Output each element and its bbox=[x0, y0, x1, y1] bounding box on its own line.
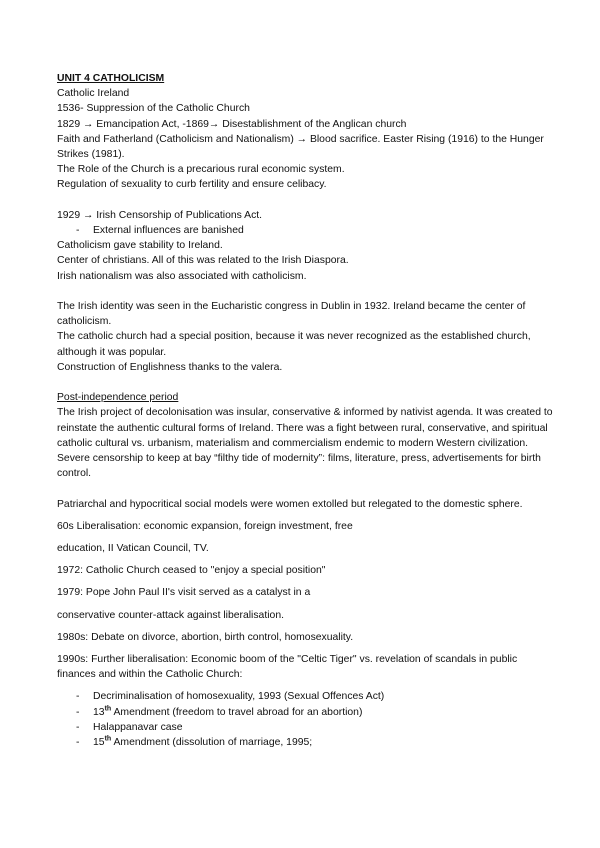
list-item bbox=[57, 705, 557, 720]
page-title: UNIT 4 CATHOLICISM bbox=[57, 73, 165, 84]
list-item-text: Halappanavar case bbox=[93, 721, 183, 733]
list-item bbox=[57, 735, 557, 750]
paragraph-line: 1829 → Emancipation Act, -1869→ Disestablishment of the Anglican church bbox=[57, 118, 407, 130]
list-item-text: Decriminalisation of homosexuality, 1993 (Sexual Offences Act) bbox=[93, 691, 385, 703]
paragraph-line: Catholicism gave stability to Ireland. bbox=[57, 240, 223, 252]
paragraph-line: education, II Vatican Council, TV. bbox=[57, 543, 209, 555]
list-item bbox=[57, 689, 557, 704]
paragraph-line: The catholic church had a special position, because it was never recognized as the established church, although it was popular. bbox=[57, 331, 531, 358]
bullet-dash: - bbox=[76, 225, 80, 237]
paragraph-line: 1929 → Irish Censorship of Publications Act. bbox=[57, 209, 263, 221]
paragraph-line: 60s Liberalisation: economic expansion, foreign investment, free bbox=[57, 520, 353, 532]
ordinal-suffix: th bbox=[104, 735, 112, 743]
paragraph-line: The Irish identity was seen in the Eucharistic congress in Dublin in 1932. Ireland became the center of catholicism. bbox=[57, 301, 526, 328]
list-item bbox=[57, 720, 557, 735]
paragraph-line: Center of christians. All of this was related to the Irish Diaspora. bbox=[57, 255, 349, 267]
paragraph-line: Irish nationalism was also associated with catholicism. bbox=[57, 270, 307, 282]
bullet-dash: - bbox=[76, 691, 80, 703]
paragraph-line: Catholic Ireland bbox=[57, 88, 130, 100]
list-item bbox=[57, 223, 557, 238]
section-heading: Post-independence period bbox=[57, 392, 179, 404]
list-item-number: 13 bbox=[93, 706, 105, 718]
paragraph-line: The Irish project of decolonisation was insular, conservative & informed by nativist agenda. It was created to reinstate the authentic cultural forms of Ireland. There was a fight between rural, conservative, and spiritual catholic cultural vs. urbanism, materialism and commercialism endemic to modern Western civilization. bbox=[57, 407, 553, 449]
list-item-text: Amendment (freedom to travel abroad for an abortion) bbox=[111, 706, 363, 718]
document-body bbox=[57, 71, 557, 750]
bullet-dash: - bbox=[76, 721, 80, 733]
paragraph-line: conservative counter-attack against liberalisation. bbox=[57, 609, 284, 621]
bullet-dash: - bbox=[76, 737, 80, 749]
paragraph-line: Construction of Englishness thanks to the valera. bbox=[57, 361, 283, 373]
list-item-text: Amendment (dissolution of marriage, 1995; bbox=[111, 737, 313, 749]
paragraph-line: 1536- Suppression of the Catholic Church bbox=[57, 103, 250, 115]
list-item-text: External influences are banished bbox=[93, 225, 244, 237]
bullet-dash: - bbox=[76, 706, 80, 718]
paragraph-line: 1980s: Debate on divorce, abortion, birth control, homosexuality. bbox=[57, 631, 354, 643]
paragraph-line: 1990s: Further liberalisation: Economic boom of the "Celtic Tiger" vs. revelation of scandals in public finances and within the Catholic Church: bbox=[57, 654, 518, 681]
paragraph-line: 1979: Pope John Paul II's visit served as a catalyst in a bbox=[57, 587, 311, 599]
list-item-number: 15 bbox=[93, 737, 105, 749]
paragraph-line: Regulation of sexuality to curb fertility and ensure celibacy. bbox=[57, 179, 327, 191]
paragraph-line: 1972: Catholic Church ceased to "enjoy a special position" bbox=[57, 565, 326, 577]
ordinal-suffix: th bbox=[104, 705, 112, 713]
paragraph-line: Severe censorship to keep at bay “filthy tide of modernity”: films, literature, press, advertisements for birth control. bbox=[57, 453, 541, 480]
paragraph-line: Patriarchal and hypocritical social models were women extolled but relegated to the domestic sphere. bbox=[57, 498, 523, 510]
paragraph-line: The Role of the Church is a precarious rural economic system. bbox=[57, 164, 345, 176]
paragraph-line: Faith and Fatherland (Catholicism and Nationalism) → Blood sacrifice. Easter Rising (1916) to the Hunger Strikes (1981). bbox=[57, 133, 544, 161]
